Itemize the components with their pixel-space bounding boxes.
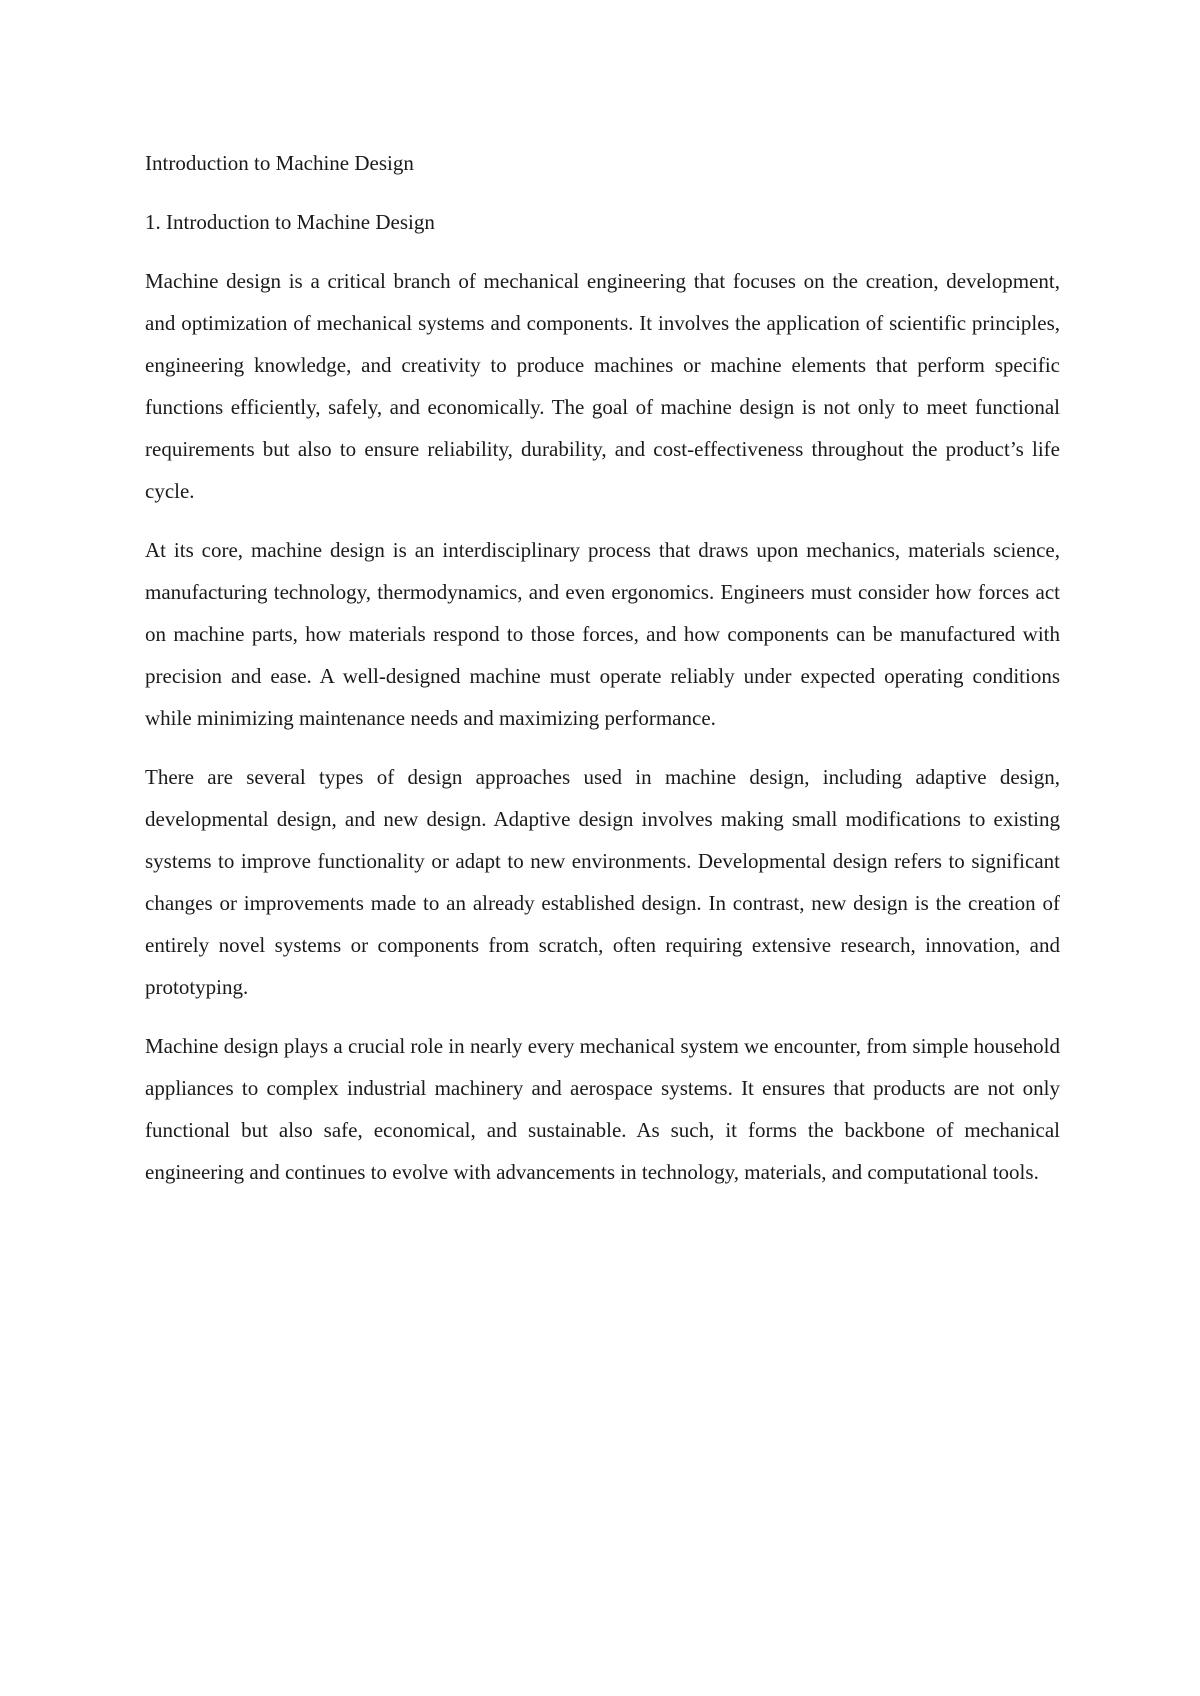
document-title: Introduction to Machine Design — [145, 151, 414, 175]
paragraph-2: At its core, machine design is an interdisciplinary process that draws upon mechanics, materials science, manufacturing technology, thermodynamics, and even ergonomics. Engineers must consider how forces act on machine parts, how materials respond to those forces, and how components can be manufactured with precision and ease. A well-designed machine must operate reliably under expected operating conditions while minimizing maintenance needs and maximizing performance. — [145, 538, 1060, 730]
section-heading: 1. Introduction to Machine Design — [145, 210, 435, 234]
paragraph-3: There are several types of design approaches used in machine design, including adaptive design, developmental design, and new design. Adaptive design involves making small modifications to existing systems to improve functionality or adapt to new environments. Developmental design refers to significant changes or improvements made to an already established design. In contrast, new design is the creation of entirely novel systems or components from scratch, often requiring extensive research, innovation, and prototyping. — [145, 765, 1060, 999]
paragraph-1: Machine design is a critical branch of mechanical engineering that focuses on the creation, development, and optimization of mechanical systems and components. It involves the application of scientific principles, engineering knowledge, and creativity to produce machines or machine elements that perform specific functions efficiently, safely, and economically. The goal of machine design is not only to meet functional requirements but also to ensure reliability, durability, and cost-effectiveness throughout the product’s life cycle. — [145, 269, 1060, 503]
paragraph-4: Machine design plays a crucial role in nearly every mechanical system we encounter, from simple household appliances to complex industrial machinery and aerospace systems. It ensures that products are not only functional but also safe, economical, and sustainable. As such, it forms the backbone of mechanical engineering and continues to evolve with advancements in technology, materials, and computational tools. — [145, 1034, 1060, 1184]
document-body — [145, 142, 1060, 1210]
